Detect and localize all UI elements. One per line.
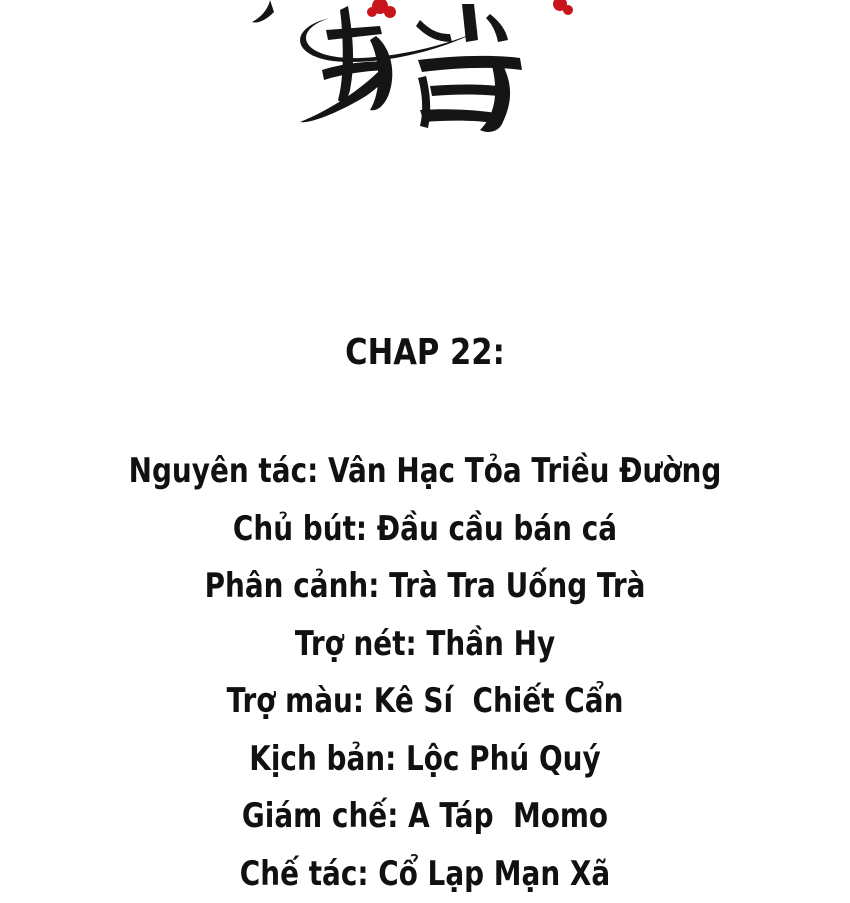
credit-storyboard: Phân cảnh: Trà Tra Uống Trà: [77, 558, 774, 616]
credit-lead-artist: Chủ bút: Đầu cầu bán cá: [77, 501, 774, 559]
credit-production: Chế tác: Cổ Lạp Mạn Xã: [77, 846, 774, 903]
credit-original-author: Nguyên tác: Vân Hạc Tỏa Triều Đường: [77, 443, 774, 501]
brush-strokes: [252, 0, 522, 132]
credit-line-assistant: Trợ nét: Thần Hy: [77, 616, 774, 674]
credit-color-assistant: Trợ màu: Kê Sí Chiết Cẩn: [77, 673, 774, 731]
credit-script: Kịch bản: Lộc Phú Quý: [77, 731, 774, 789]
credits-list: [0, 443, 850, 903]
chapter-title: CHAP 22:: [64, 330, 787, 376]
calligraphy-logo: [230, 0, 610, 140]
credit-supervisor: Giám chế: A Táp Momo: [77, 788, 774, 846]
